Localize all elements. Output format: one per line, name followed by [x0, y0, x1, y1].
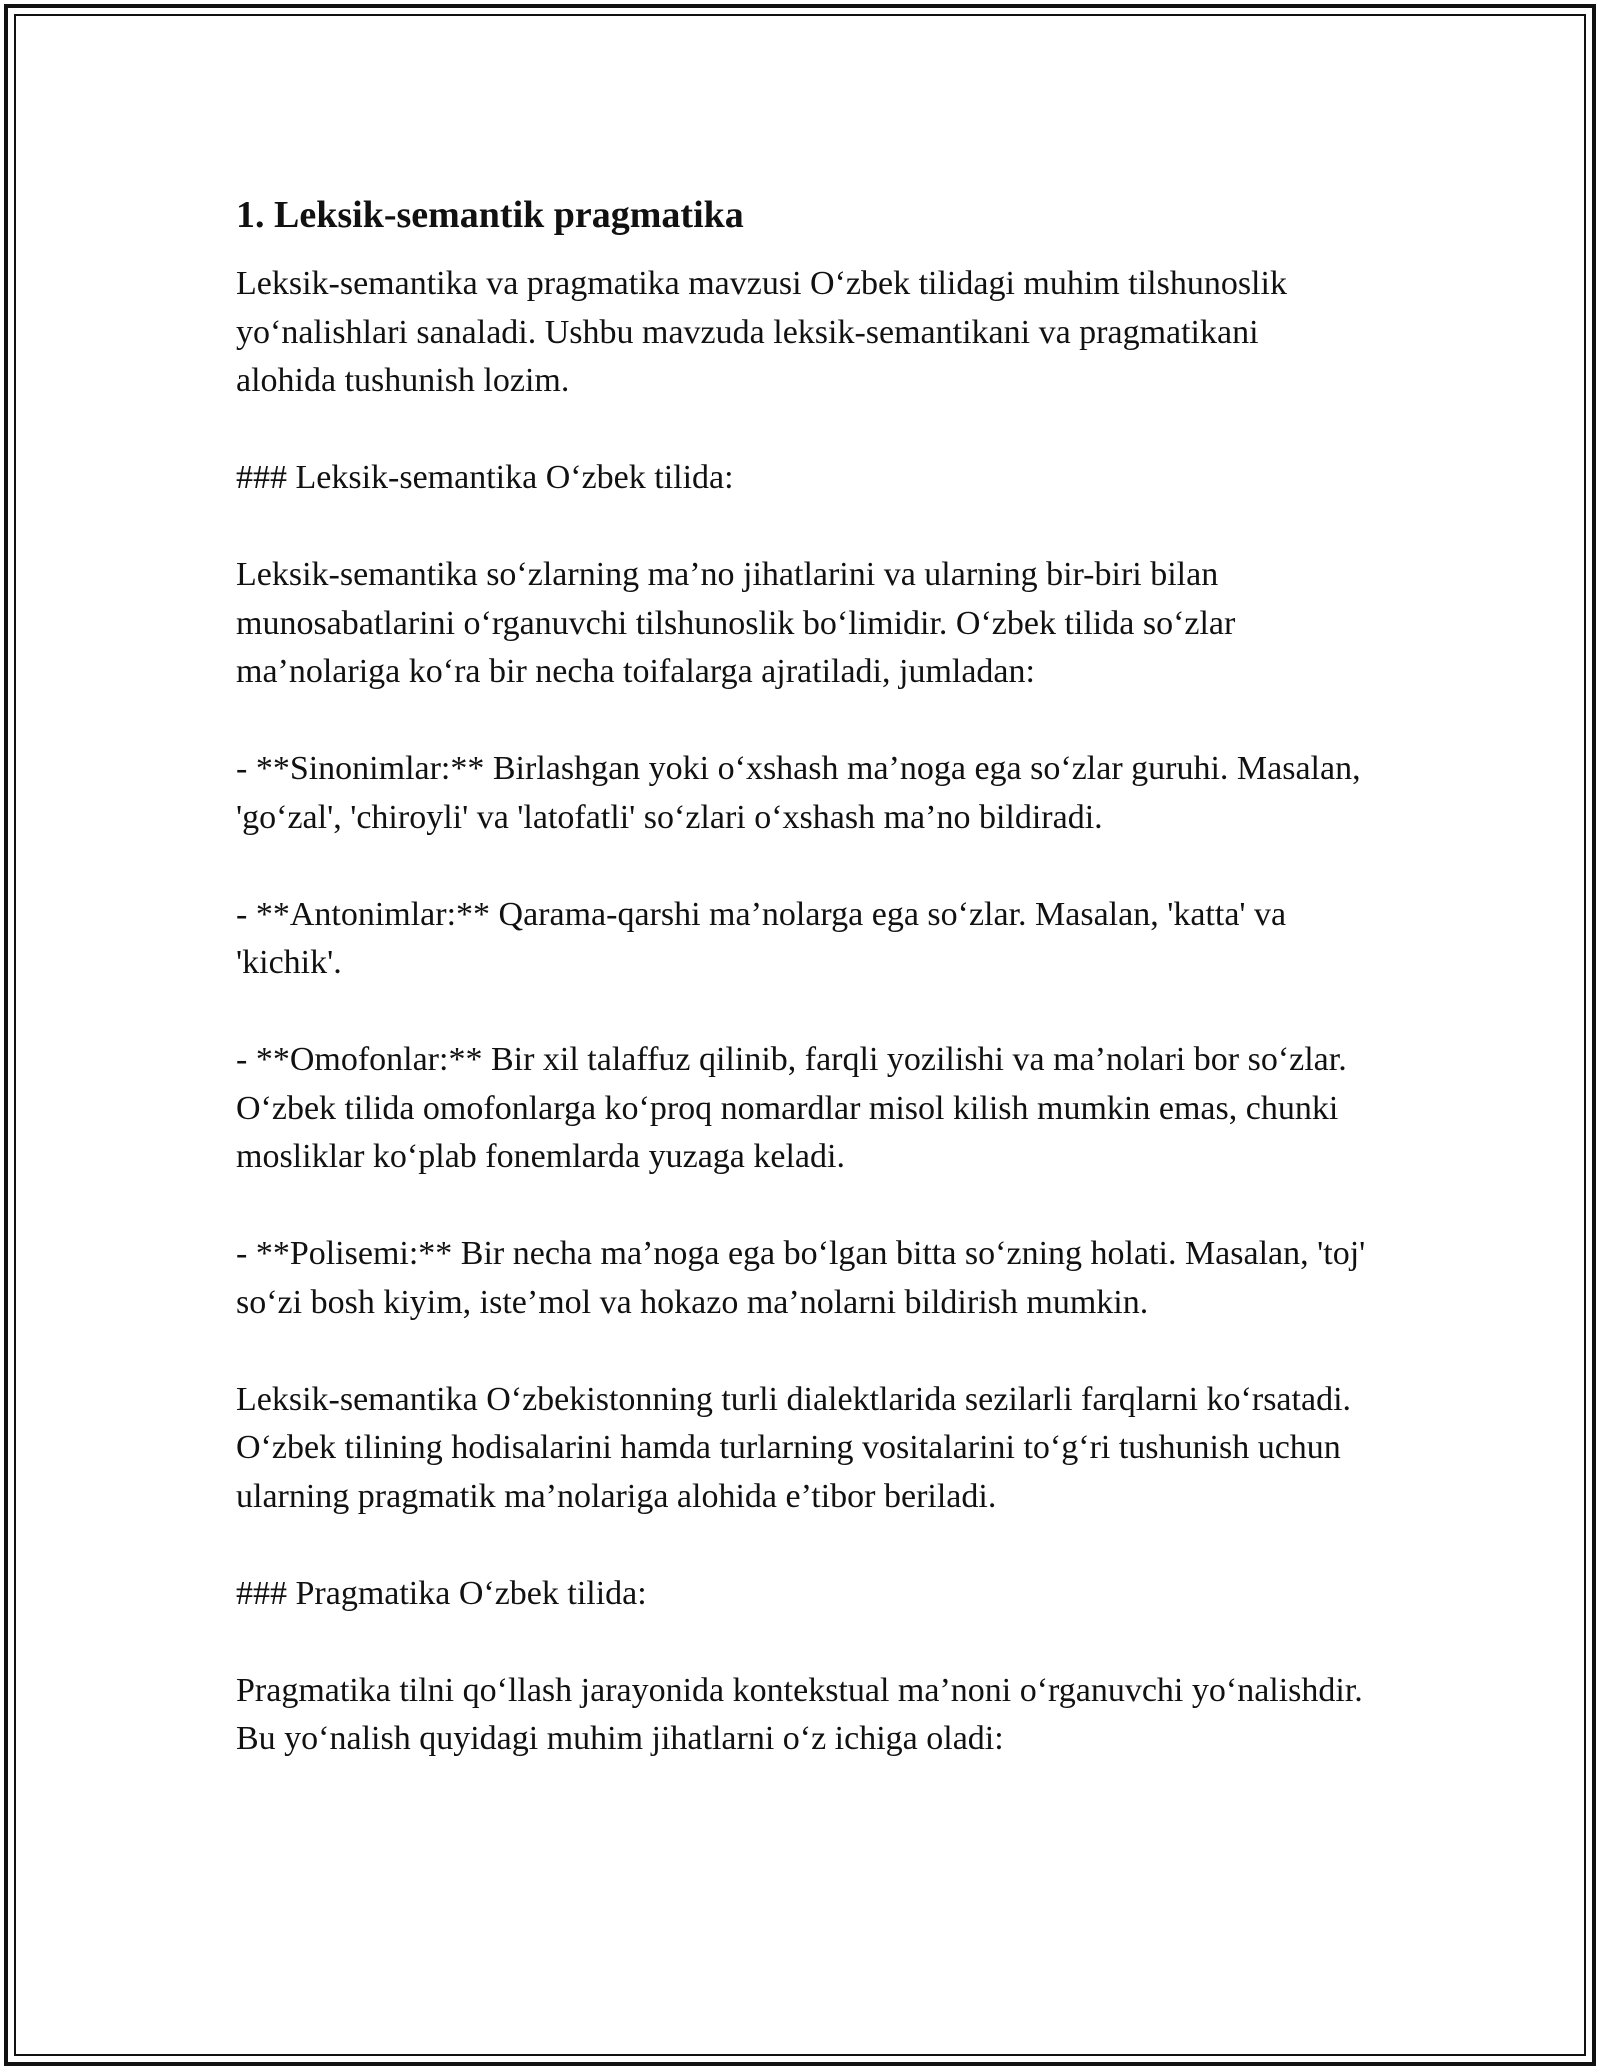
- list-item-polysemy: - **Polisemi:** Bir necha ma’noga ega bo‘lgan bitta so‘zning holati. Masalan, 'toj' so‘zi bosh kiyim, iste’mol va hokazo ma’nolarni bildirish mumkin.: [236, 1235, 1366, 1321]
- section-heading: 1. Leksik-semantik pragmatika: [236, 194, 744, 236]
- document-body: [236, 190, 1366, 1764]
- lexical-semantics-paragraph: Leksik-semantika so‘zlarning ma’no jihatlarini va ularning bir-biri bilan munosabatlarini o‘rganuvchi tilshunoslik bo‘limidir. O‘zbek tilida so‘zlar ma’nolariga ko‘ra bir necha toifalarga ajratiladi, jumladan:: [236, 556, 1236, 690]
- subheading-pragmatics: ### Pragmatika O‘zbek tilida:: [236, 1574, 647, 1612]
- list-item-synonyms: - **Sinonimlar:** Birlashgan yoki o‘xshash ma’noga ega so‘zlar guruhi. Masalan, 'go‘zal', 'chiroyli' va 'latofatli' so‘zlari o‘xshash ma’no bildiradi.: [236, 750, 1361, 836]
- list-item-antonyms: - **Antonimlar:** Qarama-qarshi ma’nolarga ega so‘zlar. Masalan, 'katta' va 'kichik'.: [236, 895, 1287, 981]
- list-item-homophones: - **Omofonlar:** Bir xil talaffuz qilinib, farqli yozilishi va ma’nolari bor so‘zlar. O‘zbek tilida omofonlarga ko‘proq nomardlar misol kilish mumkin emas, chunki mosliklar ko‘plab fonemlarda yuzaga keladi.: [236, 1041, 1347, 1175]
- pragmatics-paragraph: Pragmatika tilni qo‘llash jarayonida kontekstual ma’noni o‘rganuvchi yo‘nalishdir. Bu yo‘nalish quyidagi muhim jihatlarni o‘z ichiga oladi:: [236, 1671, 1363, 1757]
- subheading-lexical-semantics: ### Leksik-semantika O‘zbek tilida:: [236, 459, 734, 496]
- intro-paragraph: Leksik-semantika va pragmatika mavzusi O‘zbek tilidagi muhim tilshunoslik yo‘nalishlari sanaladi. Ushbu mavzuda leksik-semantikani va pragmatikani alohida tushunish lozim.: [236, 265, 1287, 399]
- dialects-paragraph: Leksik-semantika O‘zbekistonning turli dialektlarida sezilarli farqlarni ko‘rsatadi. O‘zbek tilining hodisalarini hamda turlarning vositalarini to‘g‘ri tushunish uchun ularning pragmatik ma’nolariga alohida e’tibor beriladi.: [236, 1380, 1352, 1515]
